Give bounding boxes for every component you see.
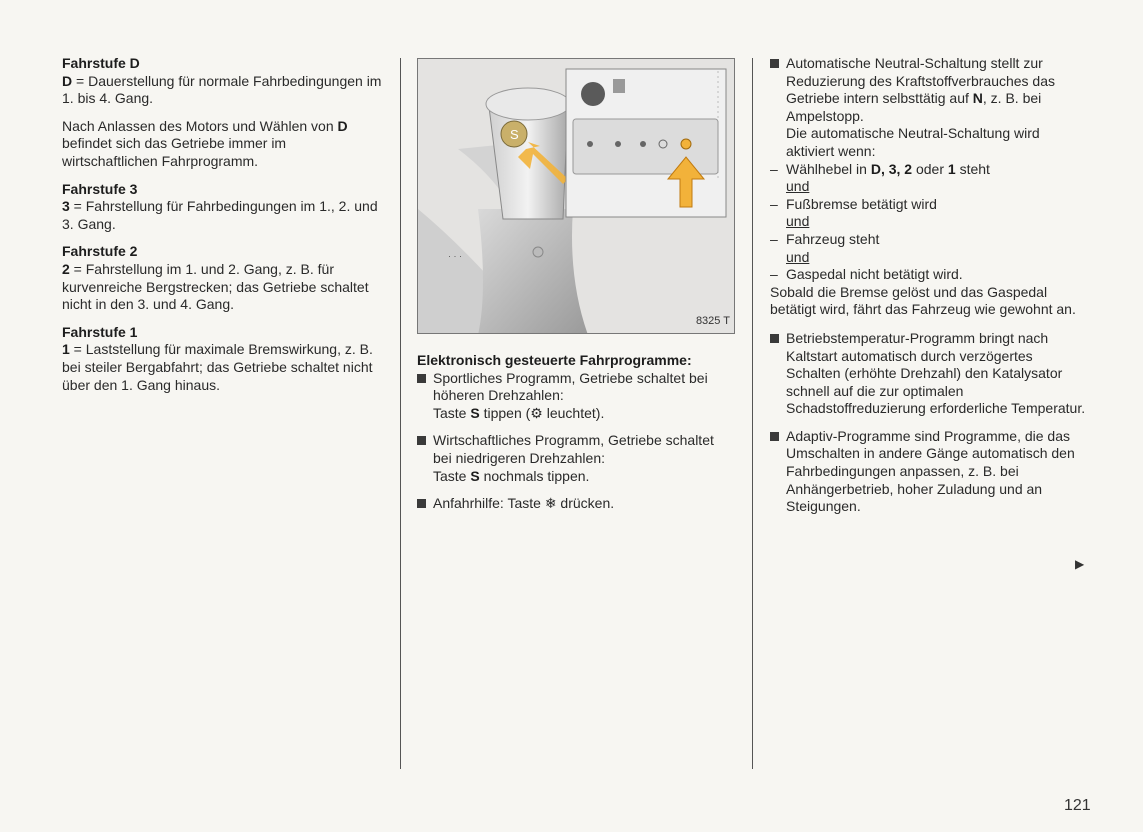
text-fahrstufe-1	[62, 341, 382, 394]
text-adaptiv: Adaptiv-Programme sind Programme, die das Umschalten in andere Gänge automatisch den Fahrbedingungen anpassen, z. B. bei Anhängerbetrieb, hoher Zuladung und an Steigungen.	[786, 427, 1075, 515]
text-fahrstufe-d	[62, 73, 382, 108]
text-fahrstufe-3	[62, 198, 382, 233]
text-d-desc: = Dauerstellung für normale Fahrbedingungen im 1. bis 4. Gang.	[62, 72, 382, 107]
text-d2b: befindet sich das Getriebe immer im wirtschaftlichen Fahrprogramm.	[62, 135, 287, 169]
column-divider-right	[752, 58, 753, 769]
condition-1	[770, 161, 1088, 179]
text-druecken: drücken.	[556, 495, 615, 512]
condition-4: – Gaspedal nicht betätigt wird.	[770, 266, 1088, 284]
bullet-square	[770, 59, 779, 68]
snowflake-icon: ❄	[544, 495, 557, 512]
list-item-betriebstemperatur	[770, 330, 1088, 418]
text-taste: Taste	[433, 467, 471, 484]
key-s: S	[470, 467, 480, 484]
key-1: 1	[947, 160, 956, 177]
s-key-label: S	[510, 127, 519, 142]
next-page-arrow-icon: ▶	[1075, 557, 1085, 571]
condition-3: – Fahrzeug steht	[770, 231, 1088, 249]
text-neutral-3: Sobald die Bremse gelöst und das Gaspedal betätigt wird, fährt das Fahrzeug wie gewohnt an.	[770, 283, 1076, 318]
key-1: 1	[62, 341, 70, 358]
text-nach-anlassen	[62, 118, 382, 171]
list-item-wirtschaft	[417, 432, 735, 485]
text-leuchtet: leuchtet).	[542, 404, 605, 421]
key-3: 3	[62, 198, 70, 215]
column-left	[62, 55, 382, 404]
svg-text:· · ·: · · ·	[448, 251, 462, 261]
key-s: S	[470, 404, 480, 421]
key-d32: D, 3, 2	[870, 160, 913, 177]
heading-fahrstufe-3: Fahrstufe 3	[62, 180, 138, 197]
key-d: D	[62, 72, 73, 89]
text-nochmals: nochmals tippen.	[479, 467, 590, 484]
heading-fahrstufe-2: Fahrstufe 2	[62, 243, 138, 260]
heading-fahrprogramme: Elektronisch gesteuerte Fahrprogramme:	[417, 352, 692, 368]
figure-label: 8325 T	[695, 315, 730, 328]
text-wirtschaft: Wirtschaftliches Programm, Getriebe schaltet bei niedrigeren Drehzahlen:	[433, 432, 714, 466]
text-anfahrhilfe: Anfahrhilfe: Taste	[433, 495, 545, 512]
text-d1a: Wählhebel in	[786, 160, 871, 177]
text-neutral-1: Automatische Neutral-Schaltung stellt zur Reduzierung des Kraftstoffverbrauches das Getriebe intern selbsttätig auf	[786, 55, 1056, 107]
gear-indicator-icon: ⚙	[530, 404, 543, 421]
bullet-square	[417, 374, 426, 383]
text-d1c: oder	[912, 160, 948, 177]
page-number: 121	[1064, 797, 1091, 814]
und-label: und	[786, 213, 810, 230]
text-tippen: tippen (	[479, 404, 531, 421]
und-label: und	[786, 178, 810, 195]
bullet-square	[417, 436, 426, 445]
gear-selector-illustration	[417, 58, 735, 334]
text-d1e: steht	[955, 160, 990, 177]
bullet-square	[770, 432, 779, 441]
list-item-anfahrhilfe	[417, 495, 735, 513]
list-item-adaptiv	[770, 428, 1088, 516]
list-item-neutral	[770, 55, 1088, 319]
text-sport: Sportliches Programm, Getriebe schaltet bei höheren Drehzahlen:	[433, 369, 708, 404]
column-middle	[417, 352, 735, 523]
bullet-square	[417, 499, 426, 508]
gear-lever-drawing	[418, 59, 735, 334]
heading-fahrstufe-d: Fahrstufe D	[62, 55, 140, 71]
text-1-desc: = Laststellung für maximale Bremswirkung, z. B. bei steiler Bergabfahrt; das Getriebe schaltet nicht über den 1. Gang hinaus.	[62, 341, 373, 393]
column-divider-left	[400, 58, 401, 769]
list-item-sport	[417, 370, 735, 423]
heading-fahrstufe-1: Fahrstufe 1	[62, 323, 138, 340]
und-label: und	[786, 248, 810, 265]
column-right	[770, 55, 1088, 526]
text-fahrstufe-2	[62, 261, 382, 314]
text-d2a: Nach Anlassen des Motors und Wählen von	[62, 117, 338, 134]
text-betriebstemperatur: Betriebstemperatur-Programm bringt nach Kaltstart automatisch durch verzögertes Schalten (erhöhte Drehzahl) den Katalysator schnell auf die zur optimalen Schadstoffreduzierung erforderliche Temperatur.	[786, 329, 1086, 417]
text-taste: Taste	[433, 404, 471, 421]
text-2-desc: = Fahrstellung im 1. und 2. Gang, z. B. für kurvenreiche Bergstrecken; das Getriebe schaltet nicht in den 3. und 4. Gang.	[62, 260, 369, 313]
text-neutral-2: Die automatische Neutral-Schaltung wird aktiviert wenn:	[786, 125, 1040, 159]
bullet-square	[770, 334, 779, 343]
condition-2: – Fußbremse betätigt wird	[770, 196, 1088, 214]
key-d2: D	[337, 117, 348, 134]
text-neutral-1c: , z. B. bei Ampelstopp.	[786, 90, 1042, 124]
text-3-desc: = Fahrstellung für Fahrbedingungen im 1., 2. und 3. Gang.	[62, 198, 378, 232]
key-n: N	[972, 90, 983, 107]
key-2: 2	[62, 260, 70, 277]
